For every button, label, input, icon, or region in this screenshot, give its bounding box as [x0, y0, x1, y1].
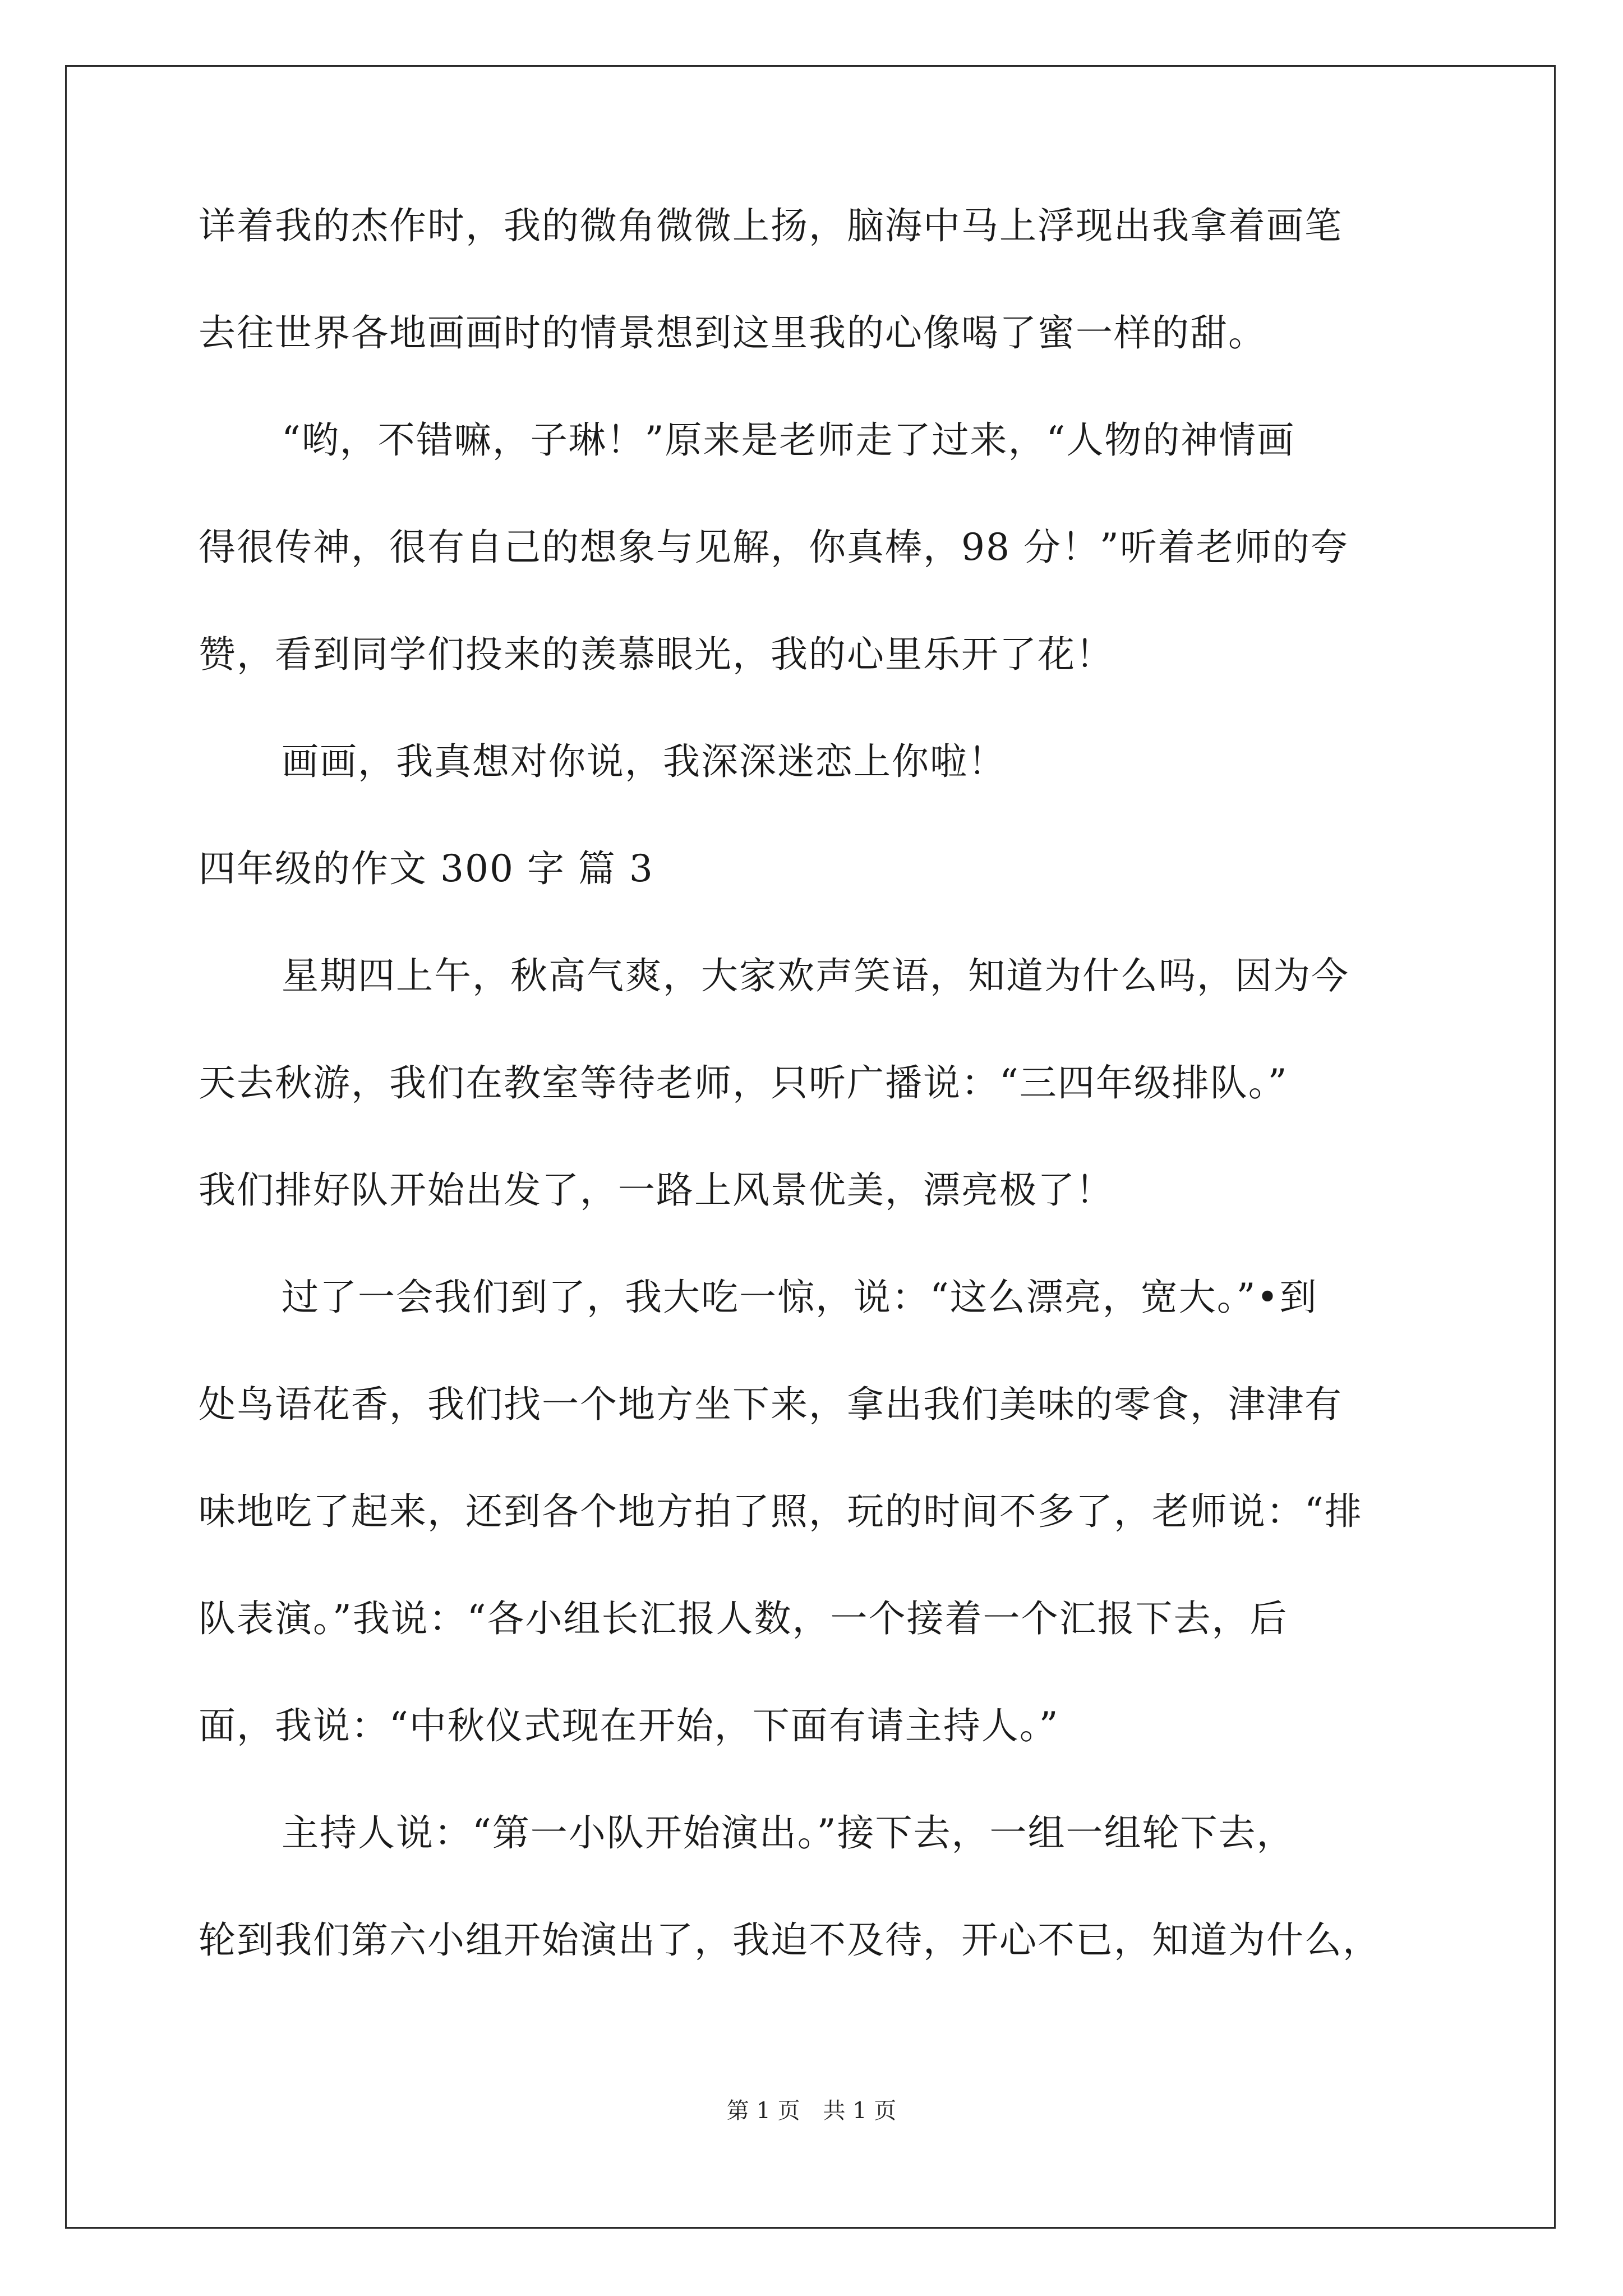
- text-line: 面，我说：“中秋仪式现在开始，下面有请主持人。”: [199, 1704, 1059, 1747]
- text-line: 星期四上午，秋高气爽，大家欢声笑语，知道为什么吗，因为今: [282, 954, 1349, 997]
- text-line: 赞，看到同学们投来的羡慕眼光，我的心里乐开了花！: [199, 633, 1114, 676]
- text-line: 队表演。”我说：“各小组长汇报人数，一个接着一个汇报下去，后: [199, 1597, 1288, 1640]
- text-line: 处鸟语花香，我们找一个地方坐下来，拿出我们美味的零食，津津有: [199, 1383, 1343, 1426]
- page-number: 第 1 页: [726, 2098, 800, 2124]
- text-line: 画画，我真想对你说，我深深迷恋上你啦！: [282, 740, 1006, 783]
- text-line: 去往世界各地画画时的情景想到这里我的心像喝了蜜一样的甜。: [199, 311, 1266, 355]
- text-line: 主持人说：“第一小队开始演出。”接下去，一组一组轮下去，: [282, 1811, 1295, 1855]
- text-line: 得很传神，很有自己的想象与见解，你真棒，98 分！”听着老师的夸: [199, 526, 1349, 569]
- text-line: 轮到我们第六小组开始演出了，我迫不及待，开心不已，知道为什么，: [199, 1918, 1381, 1962]
- page-total: 共 1 页: [823, 2098, 897, 2124]
- text-line: 味地吃了起来，还到各个地方拍了照，玩的时间不多了，老师说：“排: [199, 1490, 1363, 1533]
- text-line: 详着我的杰作时，我的微角微微上扬，脑海中马上浮现出我拿着画笔: [199, 204, 1343, 247]
- page-footer: [0, 2094, 1623, 2128]
- text-line: 天去秋游，我们在教室等待老师，只听广播说：“三四年级排队。”: [199, 1061, 1288, 1105]
- text-line: 我们排好队开始出发了，一路上风景优美，漂亮极了！: [199, 1168, 1114, 1212]
- document-body: [199, 199, 1444, 2021]
- text-line: “哟，不错嘛，子琳！”原来是老师走了过来，“人物的神情画: [282, 418, 1295, 462]
- section-heading: 四年级的作文 300 字 篇 3: [199, 847, 654, 890]
- text-line: 过了一会我们到了，我大吃一惊，说：“这么漂亮，宽大。”•到: [282, 1276, 1318, 1319]
